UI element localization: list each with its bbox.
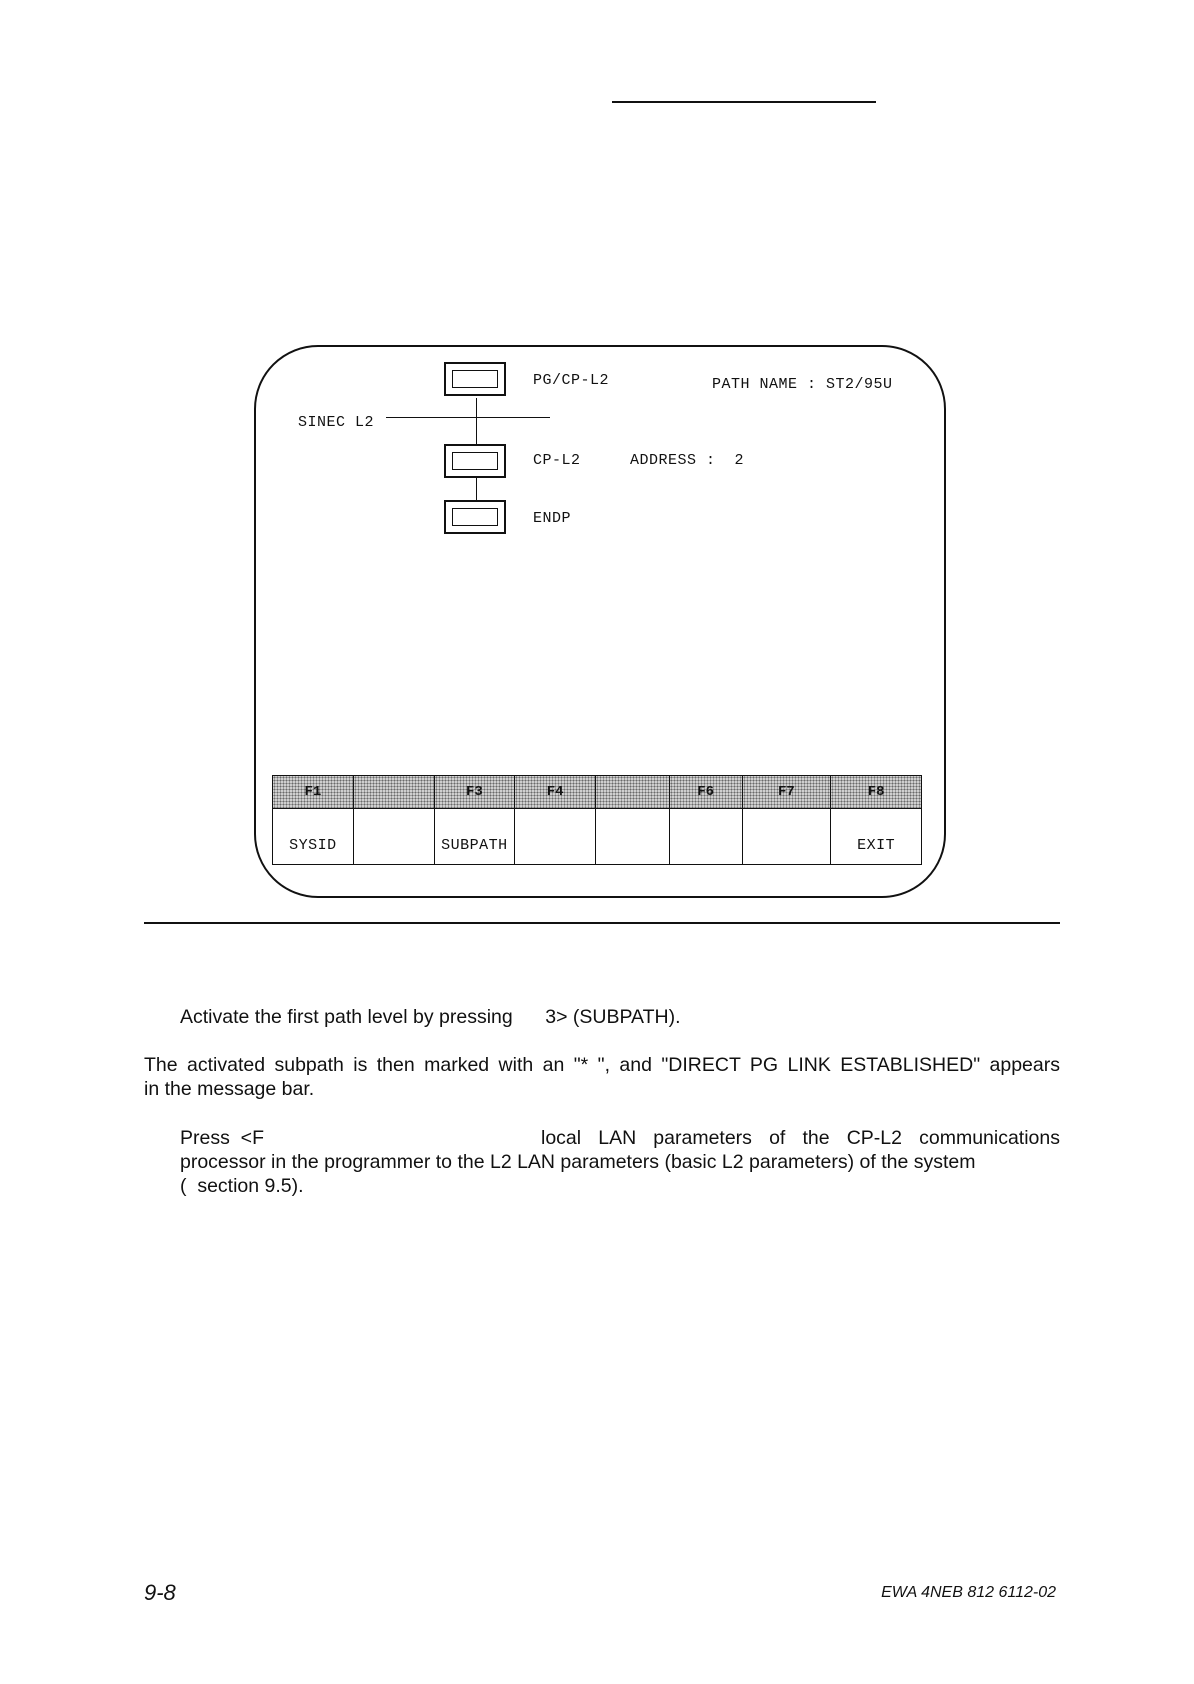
network-label: SINEC L2 [298, 414, 375, 431]
fkey-f3[interactable] [435, 776, 516, 864]
step-2-line-1a: Press <F [180, 1127, 264, 1149]
fkey-f8-label: EXIT [857, 837, 896, 854]
fkey-f1[interactable] [273, 776, 354, 864]
paragraph-2-line-2: in the message bar. [144, 1078, 315, 1100]
fkey-f7-label [743, 809, 831, 864]
node-label-pg: PG/CP-L2 [533, 372, 610, 389]
fkey-f5-key [596, 776, 669, 809]
fkey-f8[interactable] [831, 776, 921, 864]
node-box-pg[interactable] [444, 362, 506, 396]
top-rule [612, 101, 876, 103]
fkey-f6-key: F6 [670, 776, 742, 809]
node-box-endp[interactable] [444, 500, 506, 534]
step-2-line-2: processor in the programmer to the L2 LAN parameters (basic L2 parameters) of the system [180, 1151, 976, 1173]
fkey-f2-key [354, 776, 434, 809]
fkey-f4[interactable] [515, 776, 596, 864]
fkey-f1-label: SYSID [289, 837, 337, 854]
node-label-cp: CP-L2 [533, 452, 581, 469]
node-box-cp[interactable] [444, 444, 506, 478]
tree-link-line [476, 478, 477, 500]
fkey-f7-key: F7 [743, 776, 831, 809]
fkey-f6[interactable] [670, 776, 743, 864]
fkey-f2-label [354, 809, 434, 864]
fkey-f4-key: F4 [515, 776, 595, 809]
fkey-f3-label: SUBPATH [441, 837, 508, 854]
paragraph-2-line-1: The activated subpath is then marked with an "* ", and "DIRECT PG LINK ESTABLISHED" appears [144, 1054, 1060, 1076]
fkey-f5-label [596, 809, 669, 864]
document-id: EWA 4NEB 812 6112-02 [881, 1584, 1056, 1601]
fkey-f5[interactable] [596, 776, 670, 864]
tree-trunk-line [476, 398, 477, 446]
step-2-line-3: ( section 9.5). [180, 1175, 304, 1197]
page-number: 9-8 [144, 1580, 176, 1605]
fkey-f8-key: F8 [831, 776, 921, 809]
fkey-f4-label [515, 809, 595, 864]
function-key-bar [272, 775, 922, 865]
step-2-line-1b: local LAN parameters of the CP-L2 communications [541, 1127, 1060, 1149]
fkey-f1-key: F1 [273, 776, 353, 809]
fkey-f6-label [670, 809, 742, 864]
node-label-endp: ENDP [533, 510, 572, 527]
section-rule [144, 922, 1060, 924]
fkey-f7[interactable] [743, 776, 832, 864]
fkey-f2[interactable] [354, 776, 435, 864]
network-line [386, 417, 550, 418]
path-name: PATH NAME : ST2/95U [712, 376, 893, 393]
fkey-f3-key: F3 [435, 776, 515, 809]
step-1-text: Activate the first path level by pressing 3> (SUBPATH). [180, 1006, 681, 1028]
address-readout: ADDRESS : 2 [630, 452, 745, 469]
